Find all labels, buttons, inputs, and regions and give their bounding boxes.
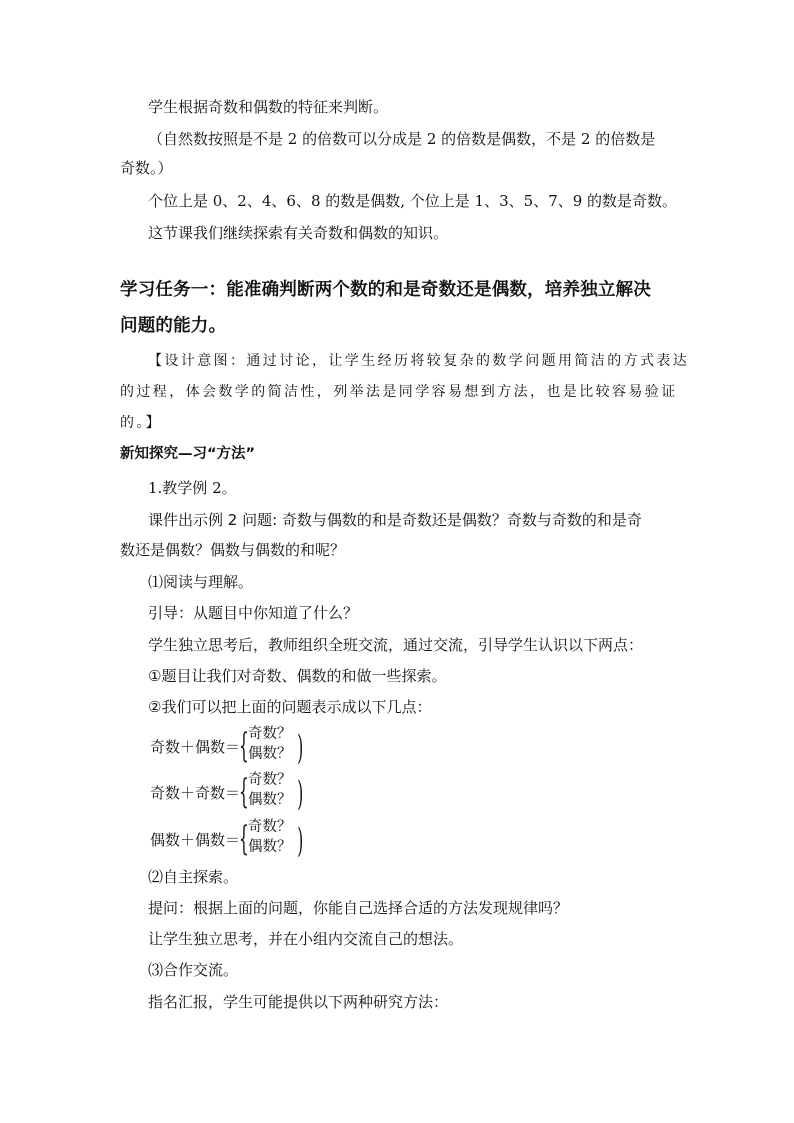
right-paren: ) <box>297 728 304 768</box>
point-2: ②我们可以把上面的问题表示成以下几点： <box>148 698 432 716</box>
example-title: 1.教学例 2。 <box>148 479 237 497</box>
left-brace: { <box>239 772 249 812</box>
courseware-line-1: 课件出示例 2 问题: 奇数与偶数的和是奇数还是偶数？奇数与奇数的和是奇 <box>148 511 642 529</box>
formula-even-plus-even <box>150 815 302 863</box>
option-even: 偶数？ <box>248 746 292 762</box>
formula-lhs: 奇数＋奇数＝ <box>150 783 241 802</box>
right-paren: ) <box>297 774 304 814</box>
intro-paragraph-3: 个位上是 0、2、4、6、8 的数是偶数, 个位上是 1、3、5、7、9 的数是奇数。 <box>148 192 678 210</box>
left-brace: { <box>239 819 249 859</box>
design-intent-line-2: 的过程，体会数学的简洁性，列举法是同学容易想到方法，也是比较容易验证 <box>120 384 678 400</box>
step-1: ⑴阅读与理解。 <box>148 573 254 591</box>
report-text: 指名汇报，学生可能提供以下两种研究方法： <box>148 993 449 1011</box>
option-even: 偶数？ <box>248 839 292 855</box>
formula-options <box>240 724 302 768</box>
option-odd: 奇数？ <box>248 726 292 742</box>
left-brace: { <box>239 726 249 766</box>
intro-paragraph-4: 这节课我们继续探索有关奇数和偶数的知识。 <box>148 224 449 242</box>
task-title-line-2: 问题的能力。 <box>120 316 227 336</box>
right-paren: ) <box>297 821 304 861</box>
step-2: ⑵自主探索。 <box>148 868 239 886</box>
formula-odd-plus-odd <box>150 768 302 816</box>
intro-paragraph-1: 学生根据奇数和偶数的特征来判断。 <box>148 98 389 116</box>
formula-options <box>240 817 302 861</box>
intro-paragraph-2-line-1: （自然数按照是不是 2 的倍数可以分成是 2 的倍数是偶数，不是 2 的倍数是 <box>148 130 656 148</box>
step-3: ⑶合作交流。 <box>148 961 239 979</box>
design-intent-line-1: 【设计意图：通过讨论，让学生经历将较复杂的数学问题用简洁的方式表达 <box>148 353 690 369</box>
courseware-line-2: 数还是偶数？偶数与偶数的和呢？ <box>120 541 346 559</box>
formula-odd-plus-even <box>150 722 302 770</box>
point-1: ①题目让我们对奇数、偶数的和做一些探索。 <box>148 667 447 685</box>
option-odd: 奇数？ <box>248 772 292 788</box>
option-even: 偶数？ <box>248 792 292 808</box>
think-instruction: 让学生独立思考，并在小组内交流自己的想法。 <box>148 930 464 948</box>
prompt-question: 提问：根据上面的问题，你能自己选择合适的方法发现规律吗？ <box>148 899 569 917</box>
discussion-text: 学生独立思考后，教师组织全班交流，通过交流，引导学生认识以下两点： <box>148 636 644 654</box>
formula-lhs: 奇数＋偶数＝ <box>150 737 241 756</box>
formula-lhs: 偶数＋偶数＝ <box>150 830 241 849</box>
task-title-line-1: 学习任务一：能准确判断两个数的和是奇数还是偶数，培养独立解决 <box>120 280 651 300</box>
design-intent-line-3: 的。】 <box>120 415 163 431</box>
guide-question: 引导：从题目中你知道了什么？ <box>148 604 359 622</box>
section-heading: 新知探究—习“方法” <box>120 446 256 462</box>
intro-paragraph-2-line-2: 奇数。） <box>120 159 173 177</box>
formula-options <box>240 770 302 814</box>
option-odd: 奇数？ <box>248 819 292 835</box>
